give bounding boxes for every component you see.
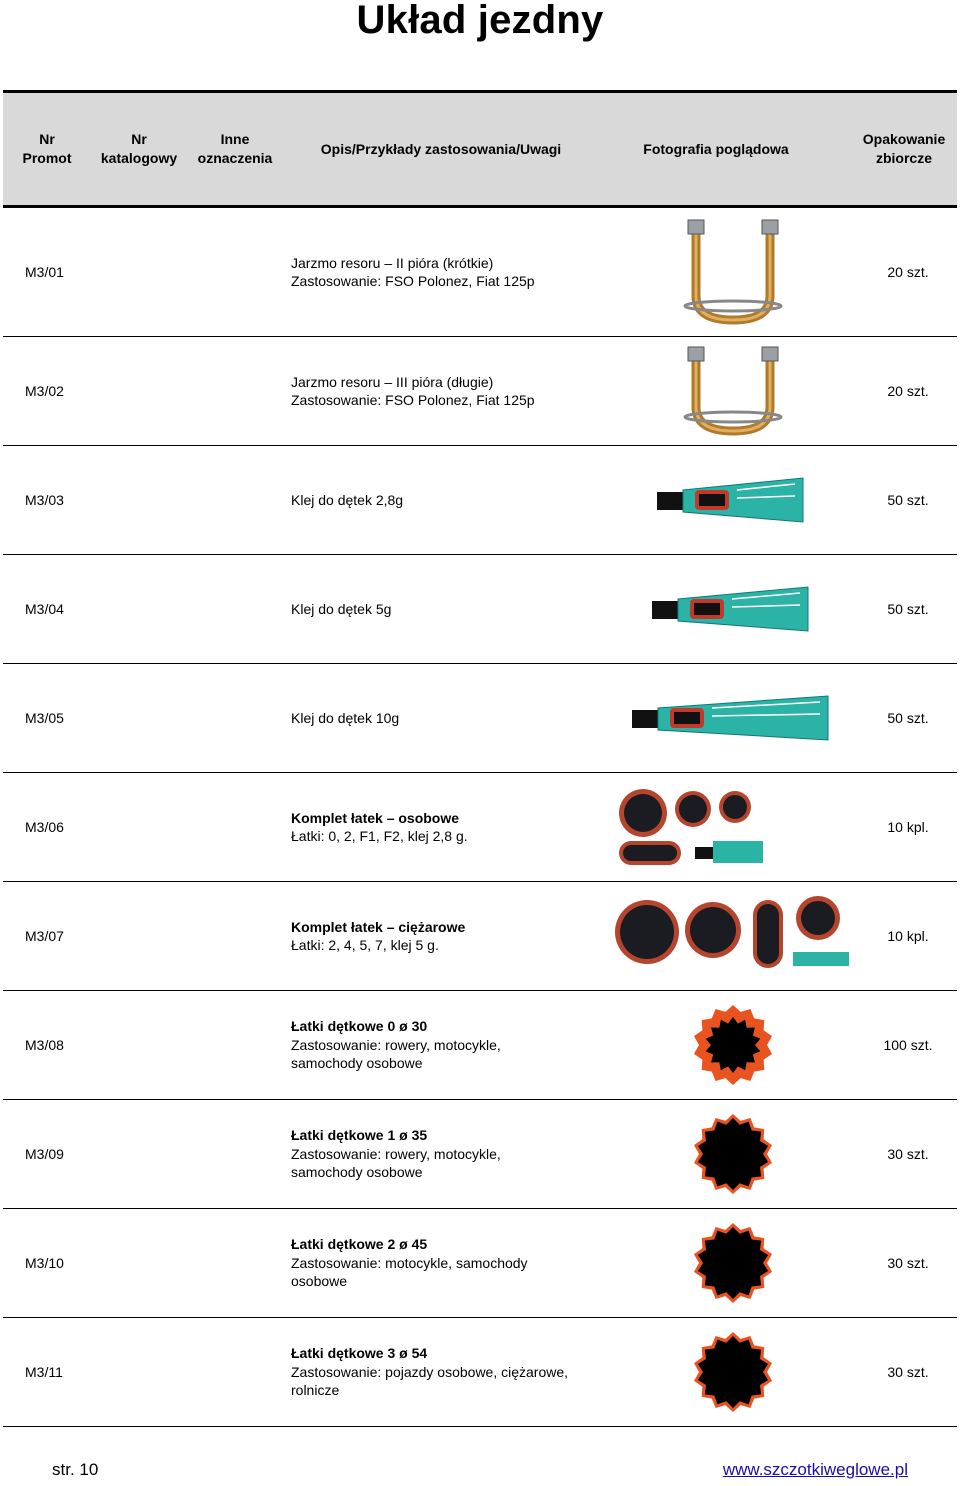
packaging-cell: 100 szt.: [883, 1037, 933, 1053]
table-row: [3, 555, 957, 664]
photo-cell: [603, 991, 863, 1099]
description-cell: [291, 991, 591, 1099]
description-line3: rolnicze: [291, 1382, 340, 1399]
nr-promot-cell: M3/11: [25, 1364, 63, 1380]
table-row: [3, 1100, 957, 1209]
packaging-cell: 50 szt.: [887, 492, 929, 508]
photo-cell: [603, 882, 863, 990]
patch-1-photo: [691, 1112, 775, 1196]
description-line1: Komplet łatek – ciężarowe: [291, 918, 466, 935]
page-number: str. 10: [52, 1460, 99, 1479]
packaging-cell: 20 szt.: [887, 264, 929, 280]
website-link[interactable]: www.szczotkiweglowe.pl: [722, 1460, 908, 1479]
patch-kit-truck-photo: [613, 894, 853, 978]
packaging-cell: 50 szt.: [887, 710, 929, 726]
description-cell: [291, 1209, 591, 1317]
description-cell: [291, 337, 591, 445]
photo-cell: [603, 555, 863, 663]
patch-kit-car-photo: [613, 785, 853, 869]
table-row: [3, 208, 957, 337]
description-cell: [291, 208, 591, 336]
patch-0-photo: [691, 1003, 775, 1087]
description-line1: Łatki dętkowe 3 ø 54: [291, 1345, 428, 1362]
nr-promot-cell: M3/06: [25, 819, 64, 835]
table-row: [3, 337, 957, 446]
photo-cell: [603, 1318, 863, 1426]
nr-promot-cell: M3/09: [25, 1146, 64, 1162]
description-line1: Klej do dętek 5g: [291, 600, 392, 617]
header-opakowanie: Opakowanie zbiorcze: [862, 131, 946, 166]
packaging-cell: 30 szt.: [887, 1146, 929, 1162]
description-line3: osobowe: [291, 1273, 348, 1290]
packaging-cell: 10 kpl.: [887, 819, 929, 835]
header-fotografia: Fotografia poglądowa: [643, 140, 789, 157]
description-line2: Zastosowanie: rowery, motocykle,: [291, 1145, 501, 1162]
photo-cell: [603, 337, 863, 445]
description-line2: Zastosowanie: motocykle, samochody: [291, 1254, 528, 1271]
table-row: [3, 882, 957, 991]
description-line1: Łatki dętkowe 0 ø 30: [291, 1018, 428, 1035]
photo-cell: [603, 664, 863, 772]
description-line1: Jarzmo resoru – II pióra (krótkie): [291, 254, 494, 271]
description-line1: Jarzmo resoru – III pióra (długie): [291, 373, 494, 390]
table-row: [3, 773, 957, 882]
table-row: [3, 991, 957, 1100]
nr-promot-cell: M3/02: [25, 383, 64, 399]
description-line2: Łatki: 2, 4, 5, 7, klej 5 g.: [291, 937, 439, 953]
description-cell: [291, 882, 591, 990]
description-line2: Zastosowanie: pojazdy osobowe, ciężarowe,: [291, 1363, 569, 1380]
description-cell: [291, 555, 591, 663]
description-line1: Łatki dętkowe 2 ø 45: [291, 1236, 428, 1253]
table-row: [3, 446, 957, 555]
photo-cell: [603, 446, 863, 554]
table-row: [3, 1209, 957, 1318]
description-line2: Zastosowanie: rowery, motocykle,: [291, 1036, 501, 1053]
nr-promot-cell: M3/10: [25, 1255, 64, 1271]
table-body: [3, 208, 957, 1427]
header-opis: Opis/Przykłady zastosowania/Uwagi: [320, 140, 562, 157]
description-cell: [291, 664, 591, 772]
description-line3: samochody osobowe: [291, 1055, 423, 1072]
nr-promot-cell: M3/04: [25, 601, 64, 617]
nr-promot-cell: M3/05: [25, 710, 64, 726]
description-cell: [291, 773, 591, 881]
description-cell: [291, 1100, 591, 1208]
description-line1: Komplet łatek – osobowe: [291, 809, 460, 826]
packaging-cell: 30 szt.: [887, 1364, 929, 1380]
photo-cell: [603, 208, 863, 336]
u-bolt-short-photo: [668, 216, 798, 328]
table-row: [3, 1318, 957, 1427]
packaging-cell: 50 szt.: [887, 601, 929, 617]
description-line2: Zastosowanie: FSO Polonez, Fiat 125p: [291, 273, 535, 289]
photo-cell: [603, 773, 863, 881]
glue-tube-small-photo: [653, 470, 813, 530]
description-line2: Zastosowanie: FSO Polonez, Fiat 125p: [291, 392, 535, 408]
description-line1: Klej do dętek 2,8g: [291, 491, 404, 508]
header-nr-promot: Nr Promot: [22, 131, 72, 166]
table-header: [3, 90, 957, 208]
header-inne-oznaczenia: Inne oznaczenia: [197, 131, 273, 166]
patch-3-photo: [691, 1330, 775, 1414]
packaging-cell: 10 kpl.: [887, 928, 929, 944]
glue-tube-medium-photo: [648, 579, 818, 639]
nr-promot-cell: M3/07: [25, 928, 64, 944]
u-bolt-long-photo: [668, 343, 798, 439]
page-title: Układ jezdny: [356, 0, 604, 42]
table-row: [3, 664, 957, 773]
packaging-cell: 30 szt.: [887, 1255, 929, 1271]
nr-promot-cell: M3/08: [25, 1037, 64, 1053]
description-cell: [291, 446, 591, 554]
description-line3: samochody osobowe: [291, 1164, 423, 1181]
photo-cell: [603, 1100, 863, 1208]
photo-cell: [603, 1209, 863, 1317]
description-cell: [291, 1318, 591, 1426]
header-nr-katalogowy: Nr katalogowy: [100, 131, 178, 166]
description-line1: Łatki dętkowe 1 ø 35: [291, 1127, 428, 1144]
packaging-cell: 20 szt.: [887, 383, 929, 399]
description-line1: Klej do dętek 10g: [291, 709, 400, 726]
description-line2: Łatki: 0, 2, F1, F2, klej 2,8 g.: [291, 828, 468, 844]
nr-promot-cell: M3/03: [25, 492, 64, 508]
glue-tube-large-photo: [628, 688, 838, 748]
nr-promot-cell: M3/01: [25, 264, 64, 280]
patch-2-photo: [691, 1221, 775, 1305]
